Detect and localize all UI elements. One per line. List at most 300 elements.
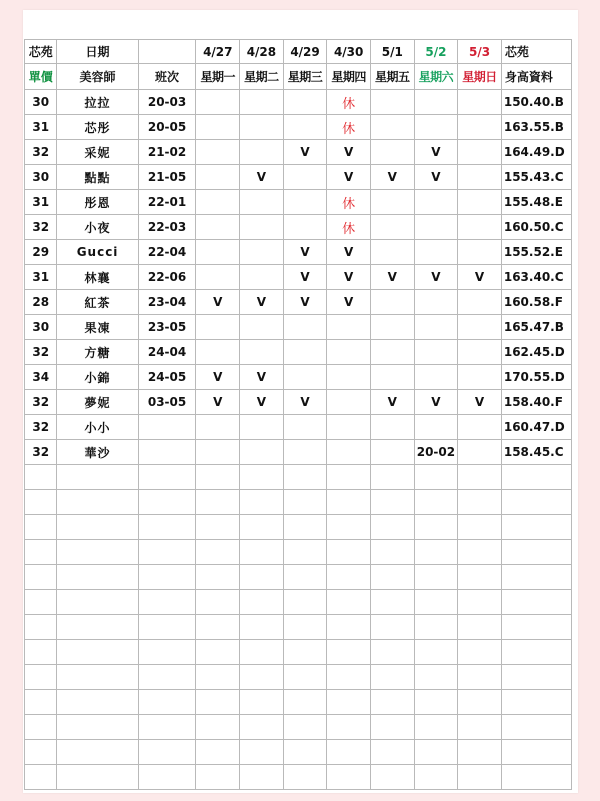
beautician-name-cell: 采妮 — [57, 140, 138, 165]
price-cell: 31 — [25, 265, 57, 290]
header-row-weekdays — [25, 64, 572, 90]
empty-cell — [370, 690, 414, 715]
empty-cell — [414, 690, 458, 715]
day-mark-cell: V — [327, 240, 371, 265]
date-header: 4/30 — [327, 40, 371, 64]
shift-cell: 21-05 — [138, 165, 196, 190]
day-mark-cell — [370, 365, 414, 390]
day-mark-cell: V — [283, 390, 327, 415]
day-mark-cell: 休 — [327, 215, 371, 240]
empty-cell — [196, 615, 240, 640]
day-mark-cell — [327, 365, 371, 390]
table-row — [25, 340, 572, 365]
day-mark-cell: V — [458, 265, 502, 290]
height-value-cell: 170.55.D — [501, 365, 571, 390]
empty-row — [25, 615, 572, 640]
height-value-cell: 165.47.B — [501, 315, 571, 340]
table-row — [25, 90, 572, 115]
date-header: 5/1 — [370, 40, 414, 64]
day-mark-cell: V — [240, 165, 284, 190]
price-cell: 30 — [25, 165, 57, 190]
empty-row — [25, 540, 572, 565]
empty-cell — [458, 615, 502, 640]
table-row — [25, 365, 572, 390]
empty-cell — [370, 465, 414, 490]
empty-cell — [25, 640, 57, 665]
empty-cell — [414, 515, 458, 540]
day-mark-cell: V — [240, 290, 284, 315]
table-row — [25, 315, 572, 340]
beautician-name-cell: 彤恩 — [57, 190, 138, 215]
empty-cell — [240, 515, 284, 540]
day-mark-cell — [240, 90, 284, 115]
day-mark-cell — [370, 90, 414, 115]
empty-cell — [25, 740, 57, 765]
empty-cell — [240, 465, 284, 490]
day-mark-cell: V — [327, 290, 371, 315]
date-header-sunday: 5/3 — [458, 40, 502, 64]
table-row — [25, 265, 572, 290]
table-row — [25, 390, 572, 415]
empty-cell — [57, 640, 138, 665]
price-cell: 31 — [25, 190, 57, 215]
empty-cell — [25, 540, 57, 565]
day-mark-cell — [283, 190, 327, 215]
day-mark-cell — [414, 290, 458, 315]
empty-cell — [240, 540, 284, 565]
empty-cell — [414, 490, 458, 515]
empty-cell — [414, 740, 458, 765]
day-mark-cell: V — [327, 140, 371, 165]
day-mark-cell: V — [283, 265, 327, 290]
table-row — [25, 140, 572, 165]
shift-cell: 22-06 — [138, 265, 196, 290]
table-row — [25, 115, 572, 140]
empty-cell — [458, 465, 502, 490]
empty-cell — [414, 590, 458, 615]
day-mark-cell — [370, 140, 414, 165]
day-mark-cell — [283, 440, 327, 465]
empty-cell — [283, 640, 327, 665]
height-data-label: 身高資料 — [501, 64, 571, 90]
empty-cell — [283, 715, 327, 740]
day-mark-cell — [327, 340, 371, 365]
empty-cell — [196, 490, 240, 515]
shift-title: 班次 — [138, 64, 196, 90]
empty-cell — [240, 565, 284, 590]
day-mark-cell: V — [327, 165, 371, 190]
day-mark-cell — [458, 190, 502, 215]
day-mark-cell: 20-02 — [414, 440, 458, 465]
shift-cell: 20-03 — [138, 90, 196, 115]
price-cell: 34 — [25, 365, 57, 390]
empty-cell — [370, 615, 414, 640]
day-mark-cell — [370, 215, 414, 240]
empty-cell — [25, 465, 57, 490]
beautician-name-cell: 點點 — [57, 165, 138, 190]
empty-row — [25, 515, 572, 540]
empty-row — [25, 665, 572, 690]
height-value-cell: 163.55.B — [501, 115, 571, 140]
empty-cell — [138, 665, 196, 690]
empty-cell — [414, 540, 458, 565]
table-row — [25, 190, 572, 215]
empty-cell — [501, 490, 571, 515]
price-cell: 32 — [25, 440, 57, 465]
empty-cell — [240, 690, 284, 715]
height-value-cell: 160.47.D — [501, 415, 571, 440]
empty-cell — [25, 690, 57, 715]
day-mark-cell — [196, 340, 240, 365]
day-mark-cell — [283, 165, 327, 190]
empty-cell — [25, 515, 57, 540]
header-row-dates — [25, 40, 572, 64]
day-mark-cell — [240, 190, 284, 215]
empty-cell — [196, 640, 240, 665]
empty-cell — [327, 715, 371, 740]
shift-cell: 24-04 — [138, 340, 196, 365]
day-mark-cell — [283, 315, 327, 340]
day-mark-cell — [458, 290, 502, 315]
day-mark-cell: V — [196, 290, 240, 315]
day-mark-cell — [327, 440, 371, 465]
empty-cell — [458, 540, 502, 565]
day-mark-cell: V — [370, 390, 414, 415]
empty-cell — [283, 490, 327, 515]
day-mark-cell — [370, 440, 414, 465]
empty-cell — [327, 565, 371, 590]
empty-cell — [327, 690, 371, 715]
price-cell: 32 — [25, 390, 57, 415]
height-value-cell: 155.48.E — [501, 190, 571, 215]
day-mark-cell — [414, 340, 458, 365]
empty-cell — [138, 690, 196, 715]
day-mark-cell — [458, 415, 502, 440]
empty-cell — [370, 540, 414, 565]
day-mark-cell: V — [414, 265, 458, 290]
empty-cell — [501, 665, 571, 690]
day-mark-cell — [240, 415, 284, 440]
day-mark-cell — [458, 365, 502, 390]
empty-cell — [283, 465, 327, 490]
day-mark-cell: 休 — [327, 190, 371, 215]
empty-cell — [327, 590, 371, 615]
beautician-name-cell: 紅茶 — [57, 290, 138, 315]
empty-row — [25, 565, 572, 590]
empty-cell — [370, 565, 414, 590]
empty-cell — [196, 540, 240, 565]
day-mark-cell — [370, 340, 414, 365]
empty-cell — [414, 765, 458, 790]
day-mark-cell — [414, 190, 458, 215]
day-mark-cell: V — [414, 165, 458, 190]
day-mark-cell — [196, 315, 240, 340]
day-mark-cell — [414, 365, 458, 390]
empty-cell — [283, 515, 327, 540]
day-mark-cell: V — [414, 390, 458, 415]
weekday-header: 星期三 — [283, 64, 327, 90]
day-mark-cell — [370, 190, 414, 215]
date-header: 4/27 — [196, 40, 240, 64]
day-mark-cell — [196, 415, 240, 440]
shift-cell: 22-01 — [138, 190, 196, 215]
price-cell: 32 — [25, 215, 57, 240]
price-cell: 31 — [25, 115, 57, 140]
empty-cell — [25, 565, 57, 590]
empty-cell — [458, 690, 502, 715]
day-mark-cell — [240, 115, 284, 140]
height-value-cell: 162.45.D — [501, 340, 571, 365]
shift-cell: 22-03 — [138, 215, 196, 240]
day-mark-cell — [414, 90, 458, 115]
shift-cell: 20-05 — [138, 115, 196, 140]
day-mark-cell: 休 — [327, 90, 371, 115]
empty-cell — [501, 515, 571, 540]
table-row — [25, 415, 572, 440]
day-mark-cell — [283, 415, 327, 440]
empty-cell — [370, 765, 414, 790]
day-mark-cell — [240, 315, 284, 340]
empty-cell — [370, 665, 414, 690]
shift-cell — [138, 440, 196, 465]
beautician-name-cell: 小夜 — [57, 215, 138, 240]
day-mark-cell — [458, 215, 502, 240]
day-mark-cell — [414, 415, 458, 440]
empty-cell — [458, 740, 502, 765]
empty-cell — [57, 515, 138, 540]
empty-cell — [57, 715, 138, 740]
empty-cell — [327, 515, 371, 540]
date-header-saturday: 5/2 — [414, 40, 458, 64]
empty-cell — [25, 765, 57, 790]
beautician-name-cell: 方糖 — [57, 340, 138, 365]
empty-cell — [414, 465, 458, 490]
day-mark-cell — [370, 315, 414, 340]
empty-cell — [283, 565, 327, 590]
empty-cell — [196, 765, 240, 790]
empty-row — [25, 690, 572, 715]
day-mark-cell — [196, 140, 240, 165]
day-mark-cell — [196, 265, 240, 290]
shift-cell — [138, 415, 196, 440]
empty-cell — [327, 540, 371, 565]
day-mark-cell — [283, 365, 327, 390]
height-value-cell: 160.58.F — [501, 290, 571, 315]
empty-cell — [57, 615, 138, 640]
day-mark-cell: V — [283, 290, 327, 315]
height-value-cell: 160.50.C — [501, 215, 571, 240]
empty-cell — [196, 690, 240, 715]
price-cell: 30 — [25, 315, 57, 340]
empty-cell — [57, 665, 138, 690]
empty-cell — [196, 665, 240, 690]
empty-cell — [414, 565, 458, 590]
day-mark-cell — [196, 215, 240, 240]
empty-cell — [327, 740, 371, 765]
day-mark-cell — [414, 315, 458, 340]
empty-cell — [57, 740, 138, 765]
empty-cell — [501, 640, 571, 665]
empty-cell — [458, 515, 502, 540]
empty-cell — [196, 715, 240, 740]
day-mark-cell — [196, 190, 240, 215]
day-mark-cell — [458, 340, 502, 365]
shift-cell: 23-05 — [138, 315, 196, 340]
empty-cell — [57, 690, 138, 715]
empty-cell — [25, 590, 57, 615]
height-value-cell: 158.40.F — [501, 390, 571, 415]
price-cell: 32 — [25, 340, 57, 365]
day-mark-cell — [240, 440, 284, 465]
empty-cell — [458, 640, 502, 665]
empty-cell — [370, 715, 414, 740]
day-mark-cell — [370, 240, 414, 265]
empty-cell — [138, 465, 196, 490]
empty-cell — [458, 565, 502, 590]
day-mark-cell — [196, 90, 240, 115]
empty-row — [25, 740, 572, 765]
empty-cell — [138, 640, 196, 665]
empty-cell — [458, 715, 502, 740]
empty-cell — [327, 465, 371, 490]
date-title: 日期 — [57, 40, 138, 64]
empty-cell — [57, 465, 138, 490]
empty-cell — [25, 665, 57, 690]
day-mark-cell — [283, 340, 327, 365]
empty-cell — [283, 540, 327, 565]
weekday-header: 星期二 — [240, 64, 284, 90]
empty-row — [25, 490, 572, 515]
empty-row — [25, 765, 572, 790]
table-row — [25, 440, 572, 465]
shift-cell: 24-05 — [138, 365, 196, 390]
shift-cell: 23-04 — [138, 290, 196, 315]
empty-cell — [501, 615, 571, 640]
empty-cell — [138, 590, 196, 615]
day-mark-cell: V — [327, 265, 371, 290]
table-row — [25, 290, 572, 315]
empty-cell — [196, 565, 240, 590]
brand-right-label: 芯苑 — [501, 40, 571, 64]
empty-cell — [196, 465, 240, 490]
height-value-cell: 163.40.C — [501, 265, 571, 290]
table-row — [25, 165, 572, 190]
day-mark-cell: V — [196, 390, 240, 415]
beautician-title: 美容師 — [57, 64, 138, 90]
height-value-cell: 155.43.C — [501, 165, 571, 190]
day-mark-cell — [458, 140, 502, 165]
empty-cell — [283, 590, 327, 615]
empty-cell — [370, 740, 414, 765]
day-mark-cell — [458, 90, 502, 115]
day-mark-cell — [327, 315, 371, 340]
empty-cell — [501, 590, 571, 615]
empty-cell — [57, 490, 138, 515]
shift-cell: 21-02 — [138, 140, 196, 165]
empty-cell — [25, 715, 57, 740]
day-mark-cell — [370, 115, 414, 140]
beautician-name-cell: 林襄 — [57, 265, 138, 290]
empty-cell — [283, 615, 327, 640]
price-cell: 32 — [25, 415, 57, 440]
empty-cell — [240, 740, 284, 765]
empty-cell — [57, 765, 138, 790]
empty-cell — [370, 490, 414, 515]
empty-row — [25, 465, 572, 490]
day-mark-cell — [458, 315, 502, 340]
empty-cell — [240, 665, 284, 690]
weekday-header: 星期一 — [196, 64, 240, 90]
beautician-name-cell: 拉拉 — [57, 90, 138, 115]
day-mark-cell — [196, 115, 240, 140]
height-value-cell: 150.40.B — [501, 90, 571, 115]
day-mark-cell: V — [370, 265, 414, 290]
empty-cell — [138, 515, 196, 540]
date-header: 4/28 — [240, 40, 284, 64]
empty-cell — [327, 490, 371, 515]
empty-cell — [196, 590, 240, 615]
table-row — [25, 215, 572, 240]
empty-cell — [283, 765, 327, 790]
empty-cell — [240, 490, 284, 515]
day-mark-cell — [196, 240, 240, 265]
empty-cell — [138, 540, 196, 565]
price-cell: 28 — [25, 290, 57, 315]
day-mark-cell — [240, 240, 284, 265]
day-mark-cell — [240, 140, 284, 165]
day-mark-cell — [283, 115, 327, 140]
empty-cell — [327, 665, 371, 690]
empty-cell — [196, 515, 240, 540]
header-empty-cell — [138, 40, 196, 64]
day-mark-cell — [196, 440, 240, 465]
empty-cell — [501, 565, 571, 590]
empty-cell — [283, 690, 327, 715]
beautician-name-cell: 華沙 — [57, 440, 138, 465]
beautician-name-cell: 小小 — [57, 415, 138, 440]
empty-cell — [57, 590, 138, 615]
empty-cell — [240, 615, 284, 640]
empty-cell — [458, 590, 502, 615]
empty-cell — [138, 615, 196, 640]
empty-cell — [240, 590, 284, 615]
empty-cell — [414, 640, 458, 665]
beautician-name-cell: 果凍 — [57, 315, 138, 340]
height-value-cell: 164.49.D — [501, 140, 571, 165]
weekday-header-saturday: 星期六 — [414, 64, 458, 90]
empty-cell — [458, 765, 502, 790]
schedule-table — [24, 39, 572, 790]
day-mark-cell: V — [414, 140, 458, 165]
day-mark-cell — [196, 165, 240, 190]
day-mark-cell — [414, 115, 458, 140]
price-cell: 29 — [25, 240, 57, 265]
empty-cell — [370, 515, 414, 540]
day-mark-cell — [414, 240, 458, 265]
day-mark-cell — [414, 215, 458, 240]
beautician-name-cell: 芯彤 — [57, 115, 138, 140]
empty-cell — [458, 490, 502, 515]
empty-cell — [25, 615, 57, 640]
day-mark-cell: V — [240, 390, 284, 415]
day-mark-cell — [458, 165, 502, 190]
brand-label: 芯苑 — [25, 40, 57, 64]
shift-cell: 03-05 — [138, 390, 196, 415]
price-cell: 32 — [25, 140, 57, 165]
empty-cell — [370, 640, 414, 665]
price-cell: 30 — [25, 90, 57, 115]
empty-cell — [501, 540, 571, 565]
